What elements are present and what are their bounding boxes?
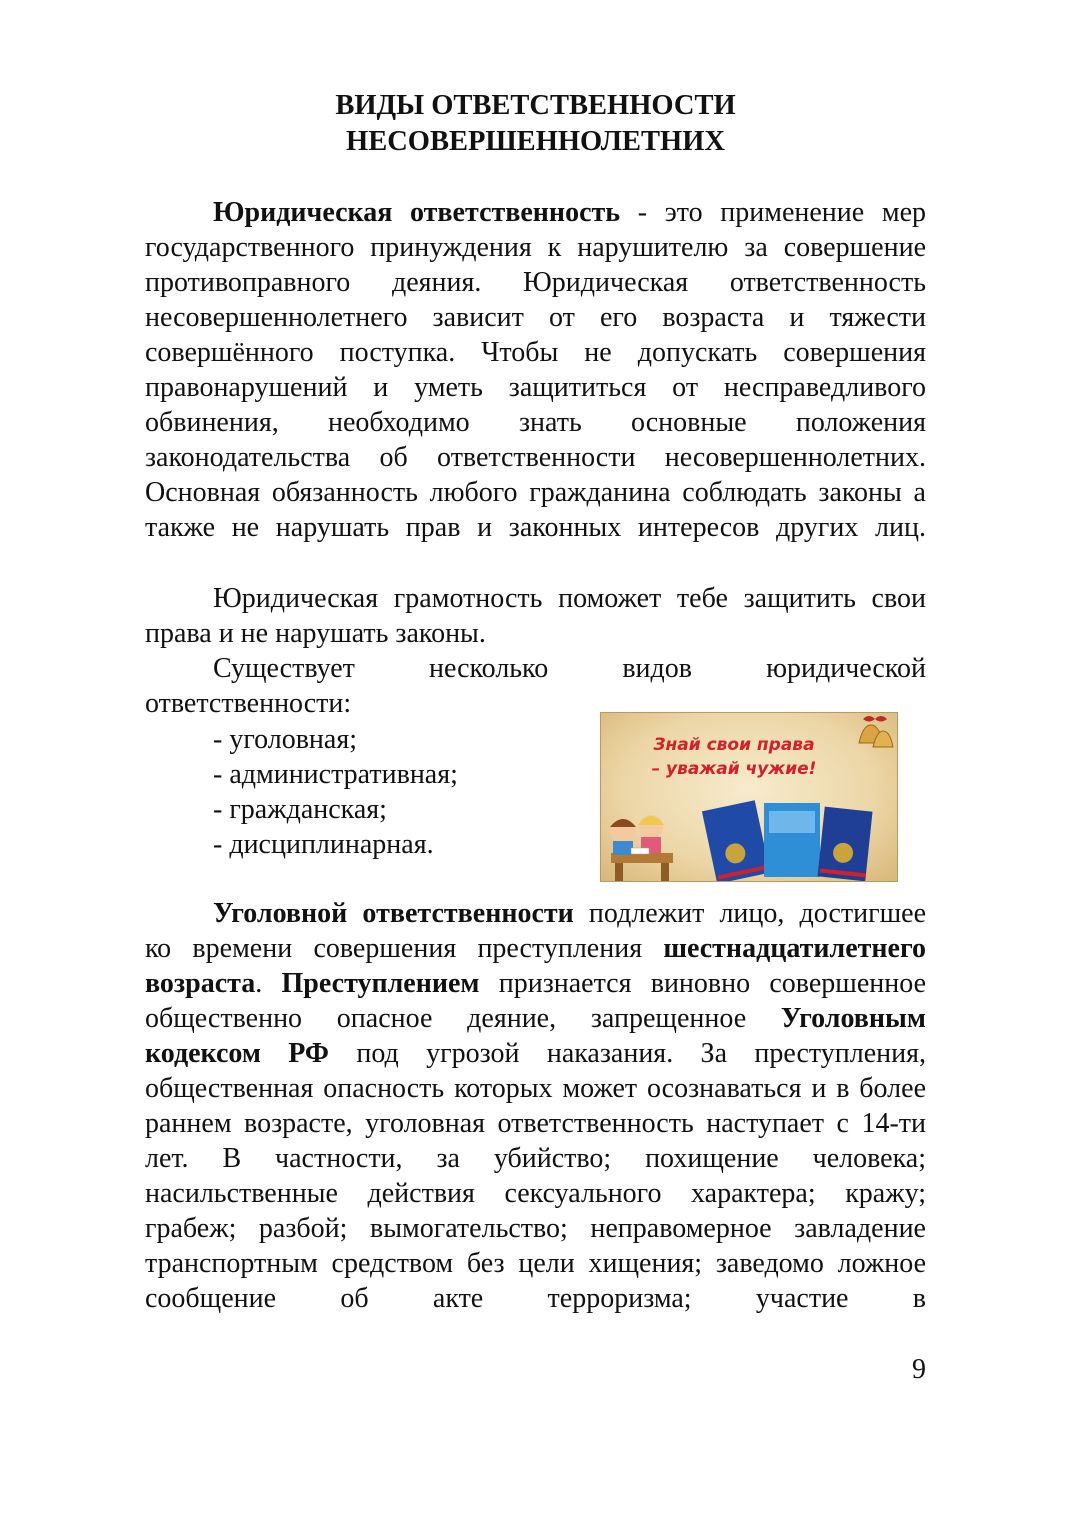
bells-icon bbox=[859, 716, 893, 747]
paragraph-text: Существует несколько видов юридической ответственности: bbox=[145, 653, 926, 719]
term-criminal-liability: Уголовной ответственности bbox=[213, 898, 574, 929]
paragraph-text: под угрозой наказания. За преступления, общественная опасность которых может осознаваться и в более раннем возрасте, уголовная ответственность наступает с 14-ти лет. В частности, за убийство; похищение человека; насильственные действия сексуального характера; кражу; грабеж; разбой; вымогательство; неправомерное завладение транспортным средством без цели хищения; заведомо ложное сообщение об акте терроризма; участие в bbox=[145, 1038, 926, 1314]
liability-types-list bbox=[213, 722, 458, 862]
slogan-line-1: Знай свои права bbox=[653, 735, 815, 755]
list-item: - уголовная; bbox=[213, 724, 358, 755]
list-item: - административная; bbox=[213, 759, 458, 790]
list-item: - гражданская; bbox=[213, 794, 387, 825]
paragraph-text: Юридическая грамотность поможет тебе защитить свои права и не нарушать законы. bbox=[145, 583, 926, 649]
page-number: 9 bbox=[912, 1354, 926, 1385]
paragraph-legal-liability bbox=[145, 195, 926, 545]
paragraph-types-intro bbox=[145, 651, 926, 721]
law-book-icon bbox=[817, 807, 872, 882]
term-sixteen-years: шестнадцатилетнего возраста bbox=[145, 933, 926, 999]
paragraph-text: признается виновно совершенное общественно опасное деяние, запрещенное bbox=[145, 968, 927, 1034]
term-crime: Преступлением bbox=[281, 968, 480, 999]
term-criminal-code: Уголовным кодексом РФ bbox=[145, 1003, 926, 1069]
title-line-2: НЕСОВЕРШЕННОЛЕТНИХ bbox=[346, 126, 725, 157]
term-legal-liability: Юридическая ответственность bbox=[213, 197, 621, 228]
rights-poster-image bbox=[600, 712, 898, 882]
page-title bbox=[145, 88, 926, 160]
slogan-line-2: – уважай чужие! bbox=[651, 759, 817, 779]
children-at-desk-icon bbox=[610, 815, 673, 881]
paragraph-text: - это применение мер государственного принуждения к нарушителю за совершение противоправного деяния. Юридическая ответственность несовершеннолетнего зависит от его возраста и тяжести совершённого поступка. Чтобы не допускать совершения правонарушений и уметь защититься от несправедливого обвинения, необходимо знать основные положения законодательства об ответственности несовершеннолетних. Основная обязанность любого гражданина соблюдать законы а также не нарушать прав и законных интересов других лиц. bbox=[145, 197, 927, 543]
paragraph-legal-literacy bbox=[145, 581, 926, 651]
paragraph-criminal-liability bbox=[145, 896, 926, 1316]
poster-slogan bbox=[619, 733, 849, 781]
convention-book-icon bbox=[764, 803, 820, 877]
paragraph-text: . bbox=[255, 968, 282, 999]
paragraph-text: подлежит лицо, достигшее ко времени совершения преступления bbox=[145, 898, 927, 964]
list-item: - дисциплинарная. bbox=[213, 829, 434, 860]
title-line-1: ВИДЫ ОТВЕТСТВЕННОСТИ bbox=[335, 90, 736, 121]
constitution-book-icon bbox=[702, 800, 770, 882]
